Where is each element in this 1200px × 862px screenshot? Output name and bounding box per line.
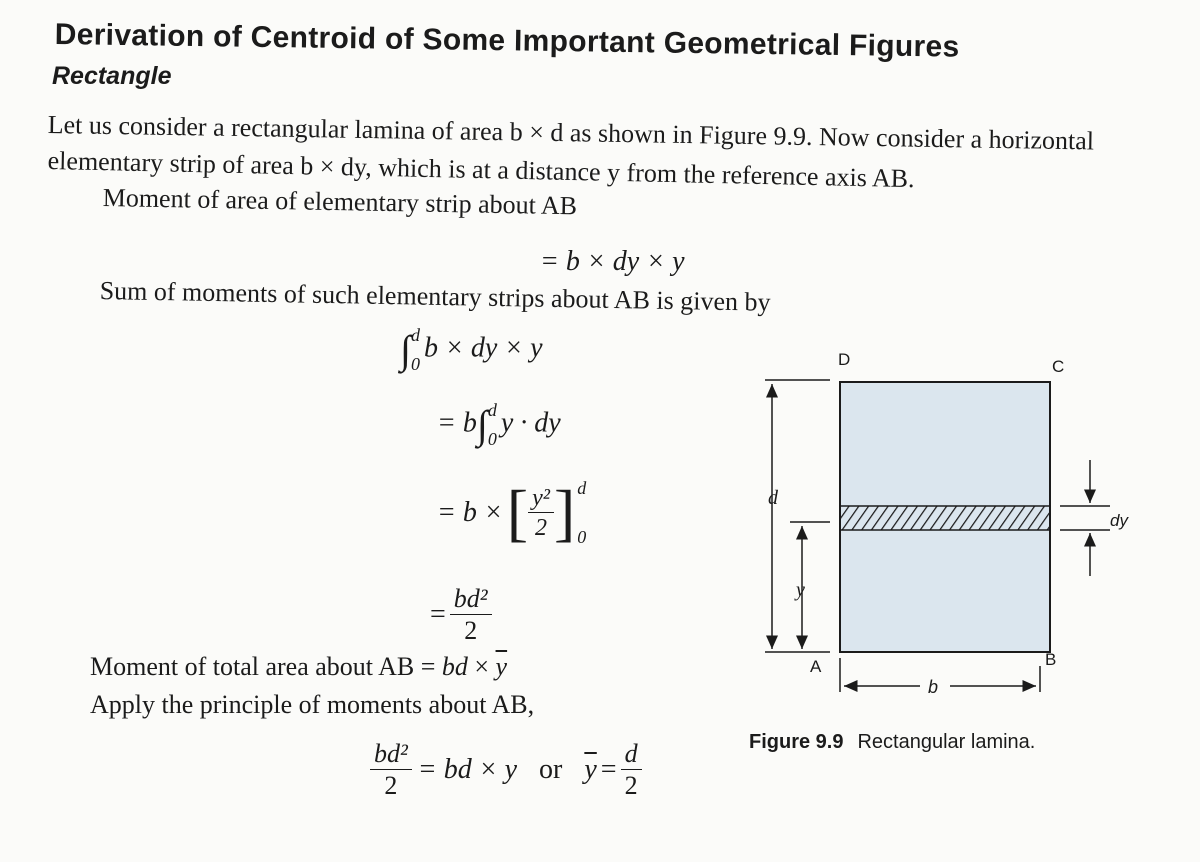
paragraph-line-2: elementary strip of area b × dy, which is at a distance y from the reference axis AB. (47, 146, 915, 194)
final-eq-sign: = (600, 754, 617, 786)
integral-step-3 (437, 478, 590, 548)
final-equation (370, 740, 642, 800)
final-lhs-numerator: bd² (370, 740, 412, 770)
right-bracket: ] (553, 477, 576, 548)
final-rhs-numerator: d (621, 740, 642, 770)
step3-numerator: y² (528, 485, 554, 512)
paragraph-line-1: Let us consider a rectangular lamina of area b × d as shown in Figure 9.9. Now consider a horizontal (47, 110, 1095, 156)
final-middle: = bd × y (417, 754, 518, 786)
integral-lower-limit: 0 (487, 429, 497, 449)
step3-lower-limit: 0 (577, 527, 587, 547)
moment-strip-equation: = b × dy × y (540, 246, 685, 277)
figure-caption-text: Rectangular lamina. (857, 731, 1036, 753)
integral-upper-limit: d (410, 325, 420, 345)
integral-step-1 (400, 325, 543, 375)
elementary-strip (840, 506, 1050, 530)
label-A: A (810, 657, 822, 676)
figure-caption (749, 731, 1035, 754)
sum-label: Sum of moments of such elementary strips about AB is given by (99, 276, 771, 317)
step2-prefix: = b (437, 407, 477, 439)
label-D: D (838, 350, 851, 369)
ybar: $\overline{y}$ (495, 652, 508, 681)
final-or: or (539, 754, 563, 786)
label-B: B (1045, 650, 1057, 669)
label-C: C (1052, 357, 1065, 376)
label-dy: dy (1110, 511, 1128, 530)
section-heading: Rectangle (52, 62, 172, 90)
integral-sign: ∫ (476, 402, 488, 447)
figure-caption-number: Figure 9.9 (749, 731, 844, 753)
label-d: d (768, 487, 778, 509)
principle-line: Apply the principle of moments about AB, (90, 690, 535, 719)
step3-denominator: 2 (535, 514, 548, 541)
integral-step-4 (430, 585, 492, 645)
step4-denominator: 2 (464, 615, 478, 645)
final-ybar: $\overline{y}$ (584, 754, 597, 786)
final-rhs-denominator: 2 (624, 770, 638, 800)
integrand: b × dy × y (423, 332, 543, 364)
page-title: Derivation of Centroid of Some Important Geometrical Figures (54, 18, 960, 64)
left-bracket: [ (506, 477, 529, 548)
step4-equals: = (430, 599, 446, 631)
label-y: y (796, 579, 805, 601)
figure-rectangular-lamina (740, 340, 1140, 710)
step3-prefix: = b × (437, 497, 503, 528)
step2-integrand: y · dy (500, 407, 561, 439)
integral-lower-limit: 0 (410, 354, 420, 374)
step4-numerator: bd² (450, 585, 492, 615)
integral-upper-limit: d (487, 400, 497, 420)
label-b: b (928, 677, 939, 697)
moment-total-line: Moment of total area about AB = bd × $\overline{y}$ (90, 652, 508, 681)
step3-upper-limit: d (577, 478, 587, 498)
moment-strip-label: Moment of area of elementary strip about AB (102, 183, 578, 221)
final-lhs-denominator: 2 (384, 770, 398, 800)
integral-step-2 (437, 400, 561, 450)
integral-sign: ∫ (400, 327, 411, 372)
